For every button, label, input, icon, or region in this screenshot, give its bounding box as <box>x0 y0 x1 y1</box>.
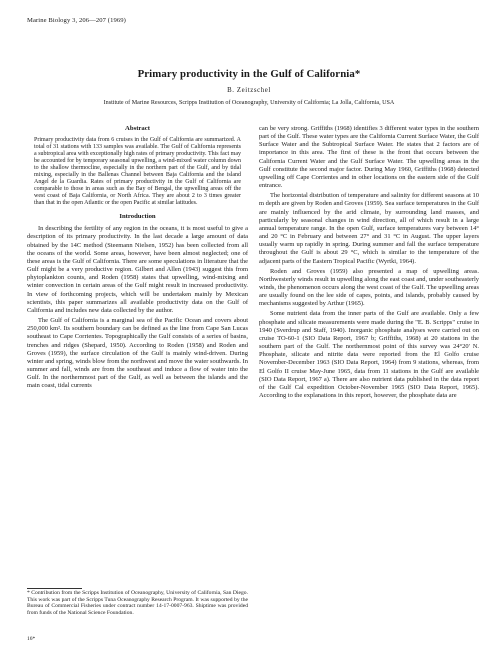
article-title: Primary productivity in the Gulf of California* <box>137 68 361 80</box>
footnote-divider <box>27 588 82 589</box>
abstract-heading: Abstract <box>125 125 150 132</box>
running-head: Marine Biology 3, 206—207 (1969) <box>27 17 126 24</box>
right-paragraph-4: Some nutrient data from the inner parts of the Gulf are available. Only a few phosphate and silicate measurements were made during the "E. B. Scripps" cruise in 1940 (Sverdrup and Staff, 1940). Inorganic phosphate analyses were carried out on cruise TO-60-1 (SIO Data Report, 1967 b; Griffiths, 1968) at 20 stations in the southern part of the Gulf. The northernmost point of this survey was 24°20' N. Phosphate, silicate and nitrite data were reported from the El Golfo cruise November-December 1963 (SIO Data Report, 1964) from 9 stations, whereas, from El Golfo II cruise May-June 1965, data from 11 stations in the Gulf are available (SIO Data Report, 1967 a). There are also nutrient data published in the data report of the Gulf Cal expedition October-November 1965 (SIO Data Report, 1965). According to the explanations in this report, however, the phosphate data are <box>259 310 479 399</box>
author-affiliation: Institute of Marine Resources, Scripps Institution of Oceanography, University of California; La Jolla, California, USA <box>103 100 395 106</box>
right-paragraph-2: The horizontal distribution of temperature and salinity for different seasons at 10 m depth are given by Roden and Groves (1959). Sea surface temperatures in the Gulf are mainly influenced by the arid climate, by surrounding land masses, and particularly by seasonal changes in wind direction, all of which result in a large annual temperature range. In the open Gulf, surface temperatures vary between 14° and 20 °C in February and between 27° and 31 °C in August. The upper layers usually warm up rapidly in spring. During summer and fall the surface temperature throughout the Gulf is about 29 °C, which is similar to the temperature of the adjacent parts of the Eastern Tropical Pacific (Wyrtki, 1964). <box>259 192 479 265</box>
intro-paragraph-2: The Gulf of California is a marginal sea of the Pacific Ocean and covers about 250,000 km². Its southern boundary can be defined as the line from Cape San Lucas southeast to Cape Corrientes. Topographically the Gulf consists of a series of basins, trenches and ridges (Shepard, 1950). According to Roden (1958) and Roden and Groves (1959), the surface circulation of the Gulf is mainly wind-driven. During winter and spring, winds blow from the northwest and move the water southwards. In summer and fall, winds are from the southeast and induce a flow of water into the Gulf. In the northernmost part of the Gulf, as well as between the islands and the main coast, tidal currents <box>27 317 248 390</box>
page-mark: 16* <box>27 636 36 642</box>
right-column <box>259 125 479 400</box>
left-column <box>27 125 248 390</box>
abstract-text: Primary productivity data from 6 cruises in the Gulf of California are summarized. A total of 31 stations with 133 samples was available. The Gulf of California represents a subtropical area with exceptionally high rates of primary productivity. This fact may be accounted for by temporary seasonal upwelling, a wind-mixed water column down to the shallow thermocline, especially in the northern part of the Gulf, and by tidal mixing, especially in the Ballenas Channel between Baja California and the island Angel de la Guardia. Rates of primary productivity in the Gulf of California are comparable to those in areas such as the Bay of Bengal, the upwelling areas off the west coast of Baja California, or North Africa. They are about 2 to 3 times greater than that in the open Atlantic or the open Pacific at similar latitudes. <box>34 137 241 207</box>
article-author: B. Zeitzschel <box>227 87 271 94</box>
right-paragraph-3: Roden and Groves (1959) also presented a map of upwelling areas. Northwesterly winds result in upwelling along the east coast and, under southeasterly winds, the phenomenon occurs along the west coast of the Gulf. The upwelling areas are usually found on the lee side of capes, points, and islands, probably caused by mechanisms suggested by Arthur (1965). <box>259 267 479 308</box>
introduction-heading: Introduction <box>119 213 156 221</box>
footnote: * Contribution from the Scripps Institution of Oceanography, University of California, San Diego. This work was part of the Scripps Tuna Oceanography Research Program. It was supported by the Bureau of Commercial Fisheries under contract number 14-17-0007-963. Shiptime was provided from funds of the National Science Foundation. <box>27 590 248 616</box>
intro-paragraph-1: In describing the fertility of any region in the oceans, it is most useful to give a description of its primary productivity. In the last decade a large amount of data obtained by the 14C method (Steemann Nielsen, 1952) has been collected from all the oceans of the world. Some areas, however, have been almost neglected; one of these areas is the Gulf of California. There are some speculations in literature that the Gulf might be a very productive region. Gilbert and Allen (1943) suggest this from phytoplankton counts, and Roden (1958) states that upwelling, wind-mixing and winter convection in certain areas of the Gulf might result in increased productivity. In view of forthcoming projects, which will be undertaken mainly by Mexican scientists, this paper summarizes all available productivity data on the Gulf of California and includes new data collected by the author. <box>27 225 248 314</box>
right-paragraph-1: can be very strong. Griffiths (1968) identifies 3 different water types in the southern part of the Gulf. These water types are the California Current Surface Water, the Gulf Surface Water and the Subtropical Surface Water. He states that 2 factors are of importance in this area. The first of these is the front that occurs between the California Current Water and the Gulf Surface Water. The upwelling areas in the Gulf constitute the second major factor. During May 1960, Griffiths (1968) detected upwelling off Cape Corrientes and in other locations on the eastern side of the Gulf entrance. <box>259 125 479 190</box>
